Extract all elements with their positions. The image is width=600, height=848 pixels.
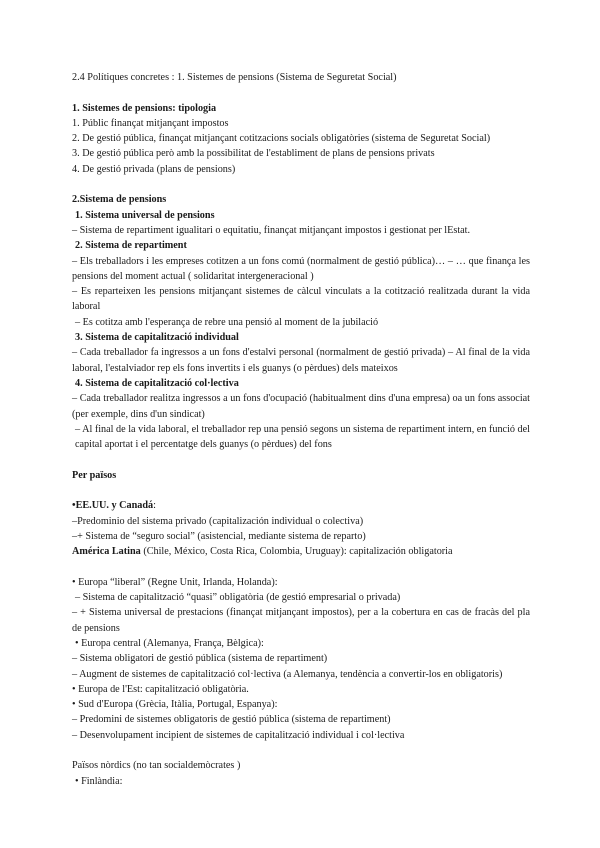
document-page	[72, 70, 530, 789]
list-item: – Predomini de sistemes obligatoris de gestió pública (sistema de repartiment)	[72, 714, 391, 726]
list-item: 3. De gestió pública però amb la possibilitat de l'establiment de plans de pensions privats	[72, 148, 435, 160]
document-title: 2.4 Polítiques concretes : 1. Sistemes de pensions (Sistema de Seguretat Social)	[72, 72, 397, 83]
country-group-latin-america	[72, 544, 530, 559]
country-group-usa-canada	[72, 498, 530, 513]
subheading-capitalitzacio-collectiva: 4. Sistema de capitalització col·lectiva	[75, 377, 239, 389]
list-item: – Sistema obligatori de gestió pública (sistema de repartiment)	[72, 653, 328, 665]
country-label: •EE.UU. y Canadá	[72, 500, 154, 512]
list-item: – Desenvolupament incipient de sistemes de capitalització individual i col·lectiva	[72, 729, 405, 741]
section-heading-countries: Per països	[72, 469, 117, 481]
country-group-central-europe: • Europa central (Alemanya, França, Bèlgica):	[75, 637, 264, 649]
country-group-eastern-europe: • Europa de l'Est: capitalització obligatòria.	[72, 683, 249, 695]
list-item: – Sistema de capitalització “quasi” obligatòria (de gestió empresarial o privada)	[75, 592, 401, 604]
paragraph: – Es cotitza amb l'esperança de rebre una pensió al moment de la jubilació	[75, 316, 379, 328]
country-group-liberal-europe: • Europa “liberal” (Regne Unit, Irlanda, Holanda):	[72, 576, 278, 588]
paragraph: – Cada treballador fa ingressos a un fons d'estalvi personal (normalment de gestió privada) – Al final de la vida laboral, l'estalviador rep els fons invertits i els guanys (o pèrdues) dels mateixos	[72, 347, 530, 374]
country-group-southern-europe: • Sud d'Europa (Grècia, Itàlia, Portugal, Espanya):	[72, 699, 278, 711]
paragraph: – Es reparteixen les pensions mitjançant sistemes de càlcul vinculats a la cotització realitzada durant la vida laboral	[72, 286, 530, 313]
subheading-repartiment: 2. Sistema de repartiment	[75, 240, 187, 252]
paragraph: – Cada treballador realitza ingressos a un fons d'ocupació (habitualment dins d'una empresa) oa un fons associat (per exemple, dins d'un sindicat)	[72, 393, 530, 420]
country-label: América Latina	[72, 546, 141, 558]
section-heading-pension-system: 2.Sistema de pensions	[72, 194, 167, 206]
list-item: 4. De gestió privada (plans de pensions)	[72, 163, 236, 175]
subheading-universal: 1. Sistema universal de pensions	[75, 209, 215, 221]
subheading-capitalitzacio-individual: 3. Sistema de capitalització individual	[75, 332, 239, 344]
list-item: – Augment de sistemes de capitalització col·lectiva (a Alemanya, tendència a convertir-los en obligatoris)	[72, 668, 503, 680]
paragraph: – Al final de la vida laboral, el treballador rep una pensió segons un sistema de repartiment intern, en funció del capital aportat i el percentatge dels guanys (o pèrdues) del fons	[75, 423, 530, 451]
label-colon: :	[153, 500, 156, 512]
list-item: –Predominio del sistema privado (capitalización individual o colectiva)	[72, 515, 364, 527]
section-heading-typology: 1. Sistemes de pensions: tipologia	[72, 102, 217, 114]
paragraph: – Sistema de repartiment igualitari o equitatiu, finançat mitjançant impostos i gestionat per lEstat.	[72, 224, 471, 236]
country-finland: • Finlàndia:	[75, 775, 123, 787]
list-item: 2. De gestió pública, finançat mitjançant cotitzacions socials obligatòries (sistema de Seguretat Social)	[72, 133, 491, 145]
list-item: 1. Públic finançat mitjançant impostos	[72, 117, 229, 129]
list-item: –+ Sistema de “seguro social” (asistencial, mediante sistema de reparto)	[72, 530, 366, 542]
country-group-nordic: Països nòrdics (no tan socialdemòcrates )	[72, 760, 241, 772]
paragraph: – Els treballadors i les empreses cotitzen a un fons comú (normalment de gestió pública)… – … que finança les pensions del moment actual ( solidaritat intergeneracional )	[72, 255, 530, 282]
list-item: – + Sistema universal de prestacions (finançat mitjançant impostos), per a la cobertura en cas de fracàs del pla de pensions	[72, 607, 530, 634]
country-description: (Chile, México, Costa Rica, Colombia, Uruguay): capitalización obligatoria	[140, 546, 453, 558]
